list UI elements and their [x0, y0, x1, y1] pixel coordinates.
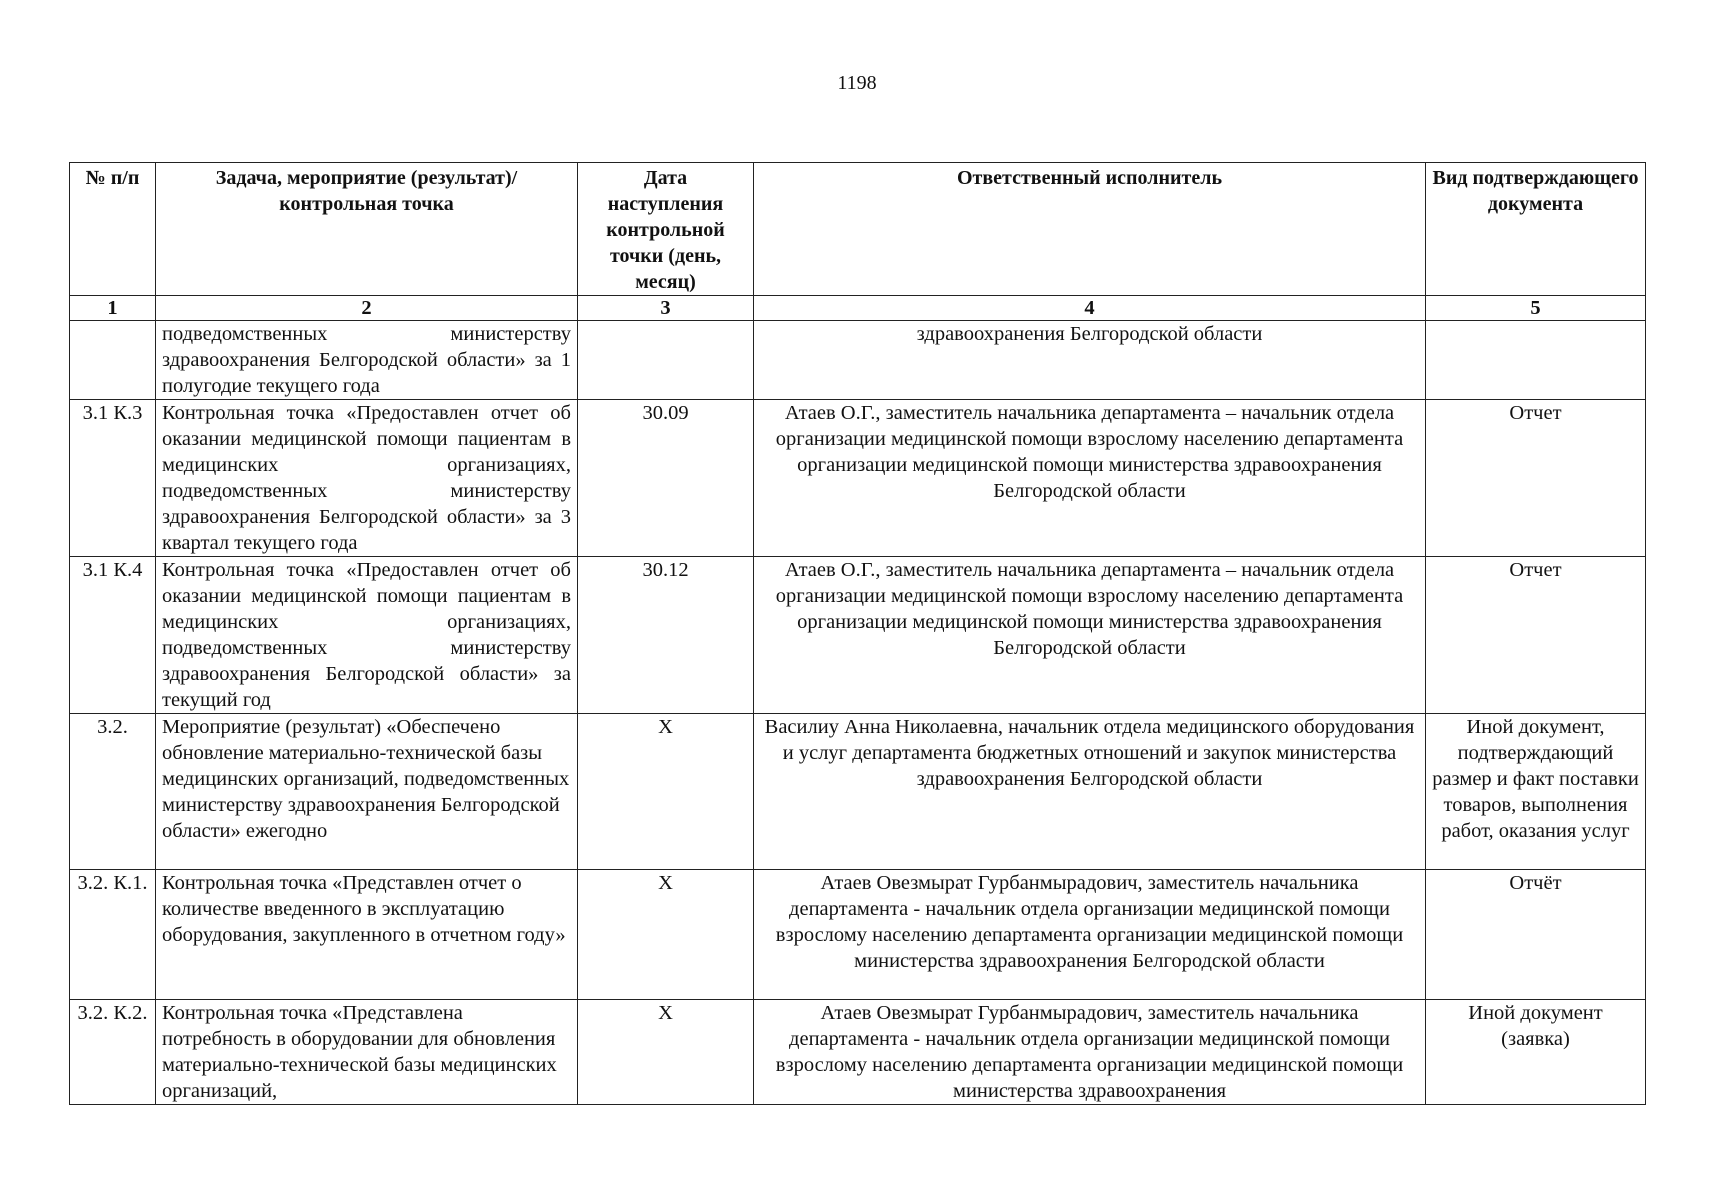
- date-cell: X: [578, 714, 754, 870]
- document-cell: [1426, 321, 1646, 400]
- table-row: [70, 321, 1646, 400]
- date-cell: X: [578, 870, 754, 1000]
- document-cell: Иной документ (заявка): [1426, 1000, 1646, 1105]
- header-task: Задача, мероприятие (результат)/ контрольная точка: [156, 163, 578, 296]
- row-number: 3.2.: [70, 714, 156, 870]
- executor-cell: Василиу Анна Николаевна, начальник отдела медицинского оборудования и услуг департамента бюджетных отношений и закупок министерства здравоохранения Белгородской области: [754, 714, 1426, 870]
- date-cell: 30.12: [578, 557, 754, 714]
- document-cell: Отчёт: [1426, 870, 1646, 1000]
- row-number: 3.2. К.2.: [70, 1000, 156, 1105]
- executor-cell: Атаев Овезмырат Гурбанмырадович, заместитель начальника департамента - начальник отдела организации медицинской помощи взрослому населению департамента организации медицинской помощи министерства здравоохранения Белгородской области: [754, 870, 1426, 1000]
- date-cell: [578, 321, 754, 400]
- row-number: 3.1 К.3: [70, 400, 156, 557]
- control-points-table: [69, 162, 1646, 1105]
- row-number: 3.2. К.1.: [70, 870, 156, 1000]
- table-row: [70, 557, 1646, 714]
- table-row: [70, 1000, 1646, 1105]
- column-number: 3: [578, 296, 754, 321]
- column-number: 4: [754, 296, 1426, 321]
- executor-cell: Атаев Овезмырат Гурбанмырадович, заместитель начальника департамента - начальник отдела организации медицинской помощи взрослому населению департамента организации медицинской помощи министерства здравоохранения: [754, 1000, 1426, 1105]
- column-number: 1: [70, 296, 156, 321]
- page-number: 1198: [837, 72, 877, 94]
- date-cell: 30.09: [578, 400, 754, 557]
- task-cell: Контрольная точка «Представлен отчет о количестве введенного в эксплуатацию оборудования, закупленного в отчетном году»: [156, 870, 578, 1000]
- executor-cell: здравоохранения Белгородской области: [754, 321, 1426, 400]
- document-cell: Отчет: [1426, 400, 1646, 557]
- task-cell: подведомственных министерству здравоохранения Белгородской области» за 1 полугодие текущего года: [156, 321, 578, 400]
- document-cell: Отчет: [1426, 557, 1646, 714]
- task-cell: Мероприятие (результат) «Обеспечено обновление материально-технической базы медицинских организаций, подведомственных министерству здравоохранения Белгородской области» ежегодно: [156, 714, 578, 870]
- table-row: [70, 714, 1646, 870]
- executor-cell: Атаев О.Г., заместитель начальника департамента – начальник отдела организации медицинской помощи взрослому населению департамента организации медицинской помощи министерства здравоохранения Белгородской области: [754, 557, 1426, 714]
- table-header-row: [70, 163, 1646, 296]
- row-number: 3.1 К.4: [70, 557, 156, 714]
- row-number: [70, 321, 156, 400]
- header-date: Дата наступления контрольной точки (день, месяц): [578, 163, 754, 296]
- date-cell: X: [578, 1000, 754, 1105]
- column-number: 2: [156, 296, 578, 321]
- column-number: 5: [1426, 296, 1646, 321]
- document-cell: Иной документ, подтверждающий размер и факт поставки товаров, выполнения работ, оказания услуг: [1426, 714, 1646, 870]
- header-executor: Ответственный исполнитель: [754, 163, 1426, 296]
- executor-cell: Атаев О.Г., заместитель начальника департамента – начальник отдела организации медицинской помощи взрослому населению департамента организации медицинской помощи министерства здравоохранения Белгородской области: [754, 400, 1426, 557]
- column-numbers-row: [70, 296, 1646, 321]
- table-row: [70, 870, 1646, 1000]
- table-row: [70, 400, 1646, 557]
- task-cell: Контрольная точка «Предоставлен отчет об оказании медицинской помощи пациентам в медицинских организациях, подведомственных министерству здравоохранения Белгородской области» за 3 квартал текущего года: [156, 400, 578, 557]
- task-cell: Контрольная точка «Предоставлен отчет об оказании медицинской помощи пациентам в медицинских организациях, подведомственных министерству здравоохранения Белгородской области» за текущий год: [156, 557, 578, 714]
- header-num: № п/п: [70, 163, 156, 296]
- task-cell: Контрольная точка «Представлена потребность в оборудовании для обновления материально-технической базы медицинских организаций,: [156, 1000, 578, 1105]
- header-doc: Вид подтверждающего документа: [1426, 163, 1646, 296]
